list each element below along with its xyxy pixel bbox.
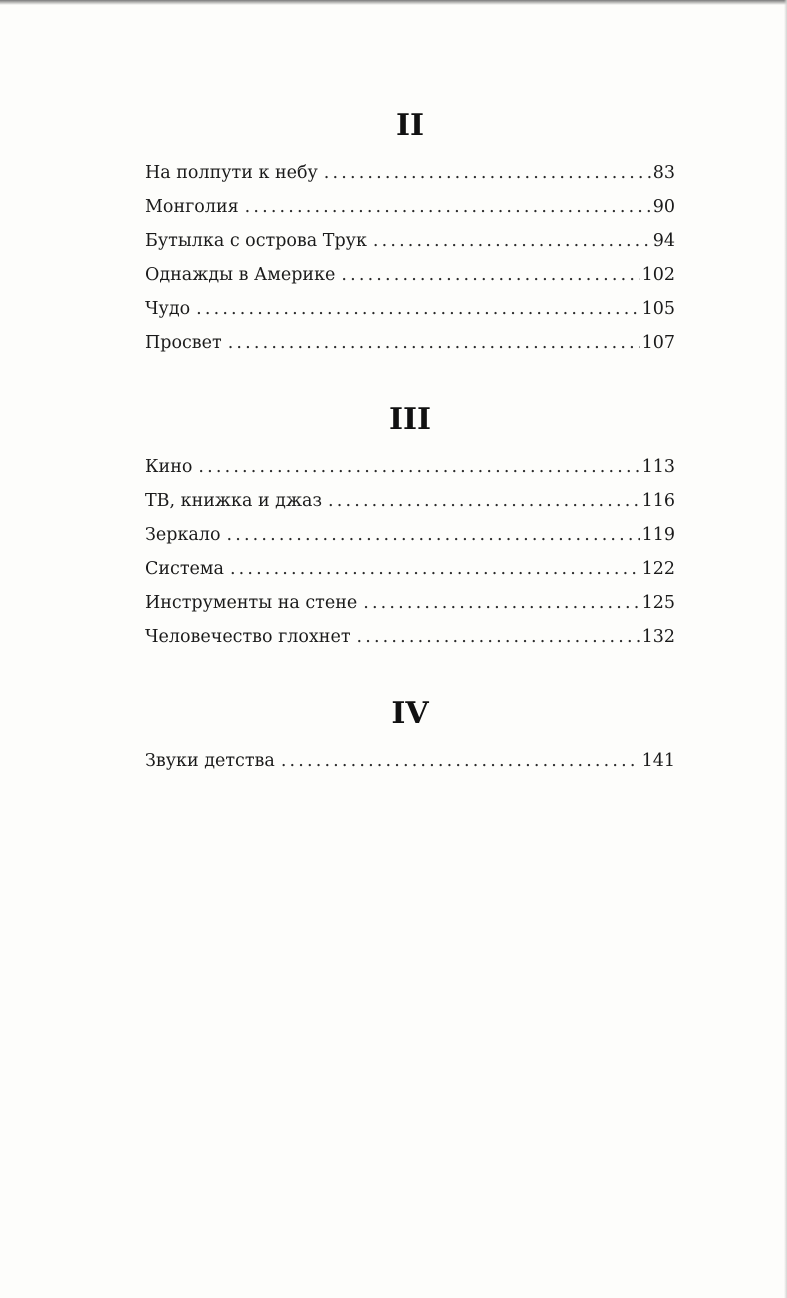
toc-entry[interactable] — [145, 224, 675, 258]
toc-entry-title: Инструменты на стене — [145, 593, 358, 613]
toc-entry[interactable] — [145, 484, 675, 518]
toc-entry[interactable] — [145, 258, 675, 292]
table-of-contents — [145, 108, 675, 778]
toc-entry-page-number: 90 — [652, 197, 675, 217]
dot-leader — [328, 484, 640, 518]
toc-entry[interactable] — [145, 326, 675, 360]
toc-entry-page-number: 119 — [641, 525, 675, 545]
toc-section-iv — [145, 696, 675, 778]
toc-entry-page-number: 94 — [652, 231, 675, 251]
section-numeral: IV — [391, 696, 429, 731]
dot-leader — [230, 552, 640, 586]
toc-entry[interactable] — [145, 156, 675, 190]
toc-entry-page-number: 107 — [641, 333, 675, 353]
toc-entry-page-number: 113 — [641, 457, 675, 477]
scan-top-edge — [0, 0, 787, 5]
toc-entry-page-number: 105 — [641, 299, 675, 319]
dot-leader — [227, 518, 640, 552]
toc-entry-title: Монголия — [145, 197, 239, 217]
toc-entry-title: На полпути к небу — [145, 163, 318, 183]
dot-leader — [357, 620, 640, 654]
dot-leader — [281, 744, 640, 778]
toc-entry-list — [145, 450, 675, 654]
toc-entry[interactable] — [145, 552, 675, 586]
toc-entry-page-number: 83 — [652, 163, 675, 183]
toc-entry[interactable] — [145, 292, 675, 326]
toc-entry-title: Звуки детства — [145, 751, 275, 771]
toc-entry-title: Просвет — [145, 333, 222, 353]
section-numeral: II — [395, 108, 425, 143]
dot-leader — [373, 224, 651, 258]
toc-entry[interactable] — [145, 744, 675, 778]
toc-entry-page-number: 122 — [641, 559, 675, 579]
dot-leader — [198, 450, 639, 484]
dot-leader — [245, 190, 651, 224]
toc-entry-title: Человечество глохнет — [145, 627, 351, 647]
toc-entry[interactable] — [145, 518, 675, 552]
toc-entry-title: ТВ, книжка и джаз — [145, 491, 323, 511]
toc-section-iii — [145, 402, 675, 654]
dot-leader — [228, 326, 640, 360]
section-numeral: III — [388, 402, 432, 437]
toc-entry-page-number: 116 — [641, 491, 675, 511]
toc-entry-list — [145, 744, 675, 778]
dot-leader — [196, 292, 639, 326]
toc-entry-page-number: 125 — [641, 593, 675, 613]
toc-entry-title: Кино — [145, 457, 193, 477]
dot-leader — [324, 156, 651, 190]
toc-entry-list — [145, 156, 675, 360]
toc-section-ii — [145, 108, 675, 360]
toc-entry-page-number: 132 — [641, 627, 675, 647]
toc-entry[interactable] — [145, 586, 675, 620]
toc-entry-title: Бутылка с острова Трук — [145, 231, 367, 251]
toc-entry-page-number: 141 — [641, 751, 675, 771]
dot-leader — [363, 586, 639, 620]
toc-entry-page-number: 102 — [641, 265, 675, 285]
toc-entry-title: Чудо — [145, 299, 191, 319]
toc-entry-title: Зеркало — [145, 525, 221, 545]
toc-entry-title: Однажды в Америке — [145, 265, 336, 285]
toc-entry[interactable] — [145, 450, 675, 484]
dot-leader — [341, 258, 639, 292]
toc-entry[interactable] — [145, 620, 675, 654]
toc-entry-title: Система — [145, 559, 224, 579]
toc-entry[interactable] — [145, 190, 675, 224]
